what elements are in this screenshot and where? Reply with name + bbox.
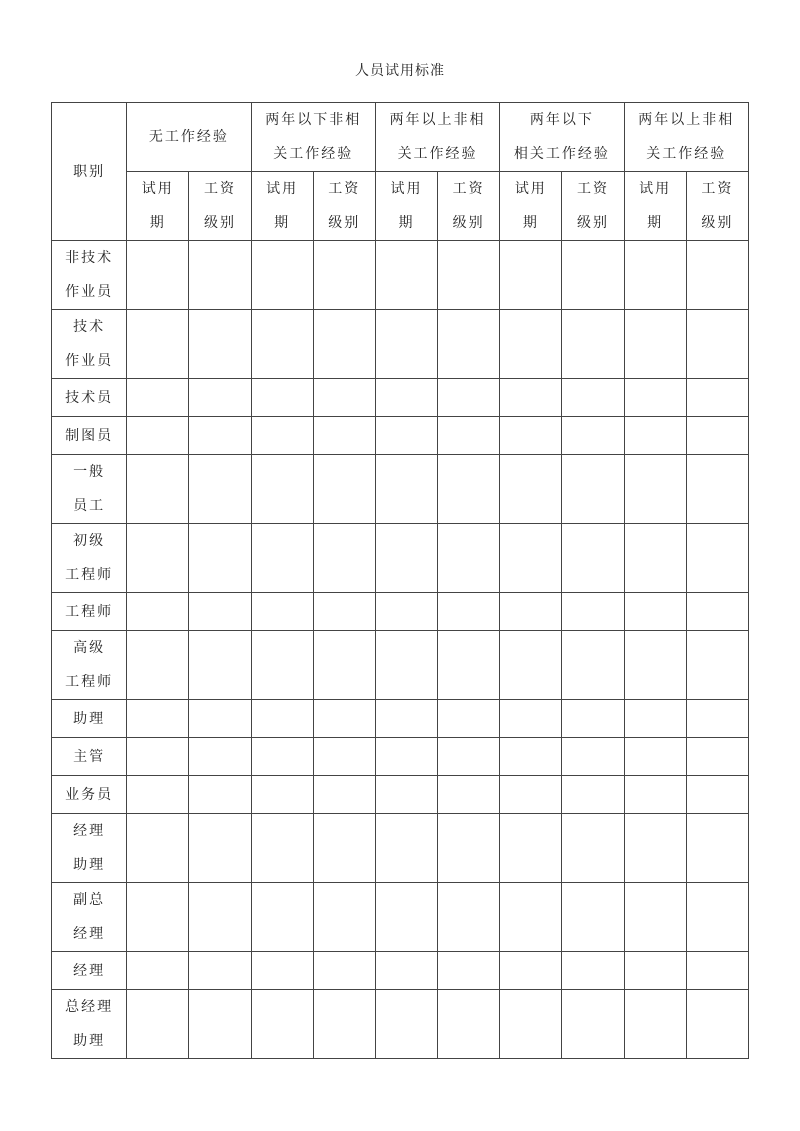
probation-cell xyxy=(251,241,313,310)
salary-grade-cell xyxy=(438,990,500,1059)
salary-grade-cell xyxy=(438,776,500,814)
salary-grade-cell xyxy=(313,379,375,417)
position-label-cell xyxy=(52,776,127,814)
probation-cell xyxy=(500,990,562,1059)
salary-grade-header: 工资 级别 xyxy=(313,172,375,241)
salary-grade-cell xyxy=(562,738,624,776)
probation-cell xyxy=(251,776,313,814)
salary-grade-cell xyxy=(562,241,624,310)
position-label-cell xyxy=(52,883,127,952)
probation-cell xyxy=(251,952,313,990)
probation-cell xyxy=(624,990,686,1059)
position-label: 主管 xyxy=(73,748,106,765)
salary-grade-cell xyxy=(562,417,624,455)
position-label: 业务员 xyxy=(65,786,114,803)
salary-grade-cell xyxy=(438,738,500,776)
probation-cell xyxy=(127,990,189,1059)
probation-cell xyxy=(127,455,189,524)
salary-grade-cell xyxy=(313,417,375,455)
probation-cell xyxy=(500,241,562,310)
salary-grade-cell xyxy=(313,241,375,310)
salary-grade-cell xyxy=(189,379,251,417)
position-label: 非技术 作业员 xyxy=(65,250,114,300)
salary-grade-cell xyxy=(562,524,624,593)
table-row xyxy=(52,883,749,952)
salary-grade-cell xyxy=(313,524,375,593)
position-label: 经理 助理 xyxy=(73,823,106,873)
probation-cell xyxy=(375,593,437,631)
position-label-cell xyxy=(52,631,127,700)
position-label-cell xyxy=(52,952,127,990)
probation-cell xyxy=(127,952,189,990)
probation-cell xyxy=(500,417,562,455)
probation-cell xyxy=(500,883,562,952)
salary-grade-cell xyxy=(313,738,375,776)
salary-grade-cell xyxy=(562,990,624,1059)
probation-cell xyxy=(251,631,313,700)
probation-cell xyxy=(251,593,313,631)
probation-cell xyxy=(375,379,437,417)
salary-grade-cell xyxy=(686,776,748,814)
salary-grade-cell xyxy=(189,990,251,1059)
probation-header: 试用 期 xyxy=(127,172,189,241)
salary-grade-cell xyxy=(189,814,251,883)
probation-cell xyxy=(624,379,686,417)
probation-cell xyxy=(375,883,437,952)
table-row xyxy=(52,379,749,417)
probation-cell xyxy=(500,738,562,776)
probation-cell xyxy=(624,417,686,455)
table-row xyxy=(52,241,749,310)
table-row xyxy=(52,310,749,379)
salary-grade-header: 工资 级别 xyxy=(686,172,748,241)
salary-grade-cell xyxy=(686,738,748,776)
salary-grade-cell xyxy=(189,241,251,310)
probation-cell xyxy=(375,814,437,883)
salary-grade-cell xyxy=(562,455,624,524)
probation-cell xyxy=(375,524,437,593)
table-row xyxy=(52,593,749,631)
position-label-cell xyxy=(52,241,127,310)
position-label: 经理 xyxy=(73,962,106,979)
probation-cell xyxy=(624,952,686,990)
salary-grade-cell xyxy=(438,593,500,631)
salary-grade-cell xyxy=(686,814,748,883)
salary-grade-cell xyxy=(189,883,251,952)
position-label: 技术 作业员 xyxy=(65,319,114,369)
probation-cell xyxy=(251,455,313,524)
salary-grade-cell xyxy=(686,952,748,990)
position-label: 一般 员工 xyxy=(73,464,106,514)
table-row xyxy=(52,814,749,883)
salary-grade-cell xyxy=(189,631,251,700)
position-label-cell xyxy=(52,814,127,883)
salary-grade-cell xyxy=(189,738,251,776)
position-label-cell xyxy=(52,379,127,417)
probation-cell xyxy=(251,524,313,593)
salary-grade-cell xyxy=(189,700,251,738)
position-label-cell xyxy=(52,700,127,738)
probation-header: 试用 期 xyxy=(375,172,437,241)
salary-grade-cell xyxy=(189,417,251,455)
probation-cell xyxy=(375,952,437,990)
probation-cell xyxy=(500,379,562,417)
probation-cell xyxy=(375,241,437,310)
salary-grade-cell xyxy=(686,631,748,700)
salary-grade-cell xyxy=(189,952,251,990)
salary-grade-cell xyxy=(438,631,500,700)
salary-grade-cell xyxy=(438,814,500,883)
probation-cell xyxy=(127,524,189,593)
probation-cell xyxy=(375,700,437,738)
header-row-groups xyxy=(52,103,749,172)
group-header: 两年以上非相 关工作经验 xyxy=(375,103,499,172)
probation-cell xyxy=(375,776,437,814)
probation-cell xyxy=(127,814,189,883)
salary-grade-cell xyxy=(686,883,748,952)
probation-cell xyxy=(251,310,313,379)
position-label-cell xyxy=(52,417,127,455)
probation-cell xyxy=(500,814,562,883)
salary-grade-cell xyxy=(686,990,748,1059)
salary-grade-cell xyxy=(686,417,748,455)
page-title: 人员试用标准 xyxy=(355,63,445,79)
probation-cell xyxy=(127,631,189,700)
probation-cell xyxy=(624,631,686,700)
salary-grade-cell xyxy=(686,379,748,417)
salary-grade-cell xyxy=(189,310,251,379)
probation-cell xyxy=(127,700,189,738)
probation-cell xyxy=(127,310,189,379)
probation-cell xyxy=(127,776,189,814)
salary-grade-cell xyxy=(438,524,500,593)
salary-grade-cell xyxy=(686,455,748,524)
salary-grade-cell xyxy=(189,776,251,814)
position-label: 高级 工程师 xyxy=(65,640,114,690)
probation-cell xyxy=(624,776,686,814)
salary-grade-cell xyxy=(438,417,500,455)
salary-grade-cell xyxy=(313,776,375,814)
salary-grade-cell xyxy=(562,814,624,883)
probation-cell xyxy=(127,379,189,417)
position-label: 制图员 xyxy=(65,427,114,444)
probation-header: 试用 期 xyxy=(500,172,562,241)
probation-cell xyxy=(624,593,686,631)
probation-cell xyxy=(624,883,686,952)
salary-grade-cell xyxy=(686,310,748,379)
probation-cell xyxy=(127,883,189,952)
table-row xyxy=(52,455,749,524)
salary-grade-cell xyxy=(438,379,500,417)
salary-grade-cell xyxy=(313,700,375,738)
position-label: 初级 工程师 xyxy=(65,533,114,583)
position-label: 技术员 xyxy=(65,389,114,406)
probation-cell xyxy=(375,455,437,524)
position-label-cell xyxy=(52,593,127,631)
position-label: 副总 经理 xyxy=(73,892,106,942)
probation-standards-table xyxy=(51,102,749,1059)
probation-cell xyxy=(251,738,313,776)
salary-grade-cell xyxy=(313,883,375,952)
salary-grade-header: 工资 级别 xyxy=(189,172,251,241)
salary-grade-cell xyxy=(686,593,748,631)
position-label-cell xyxy=(52,310,127,379)
table-row xyxy=(52,700,749,738)
table-row xyxy=(52,417,749,455)
salary-grade-header: 工资 级别 xyxy=(438,172,500,241)
group-header: 两年以上非相 关工作经验 xyxy=(624,103,748,172)
probation-cell xyxy=(251,417,313,455)
salary-grade-cell xyxy=(686,524,748,593)
position-label: 工程师 xyxy=(65,603,114,620)
salary-grade-cell xyxy=(438,310,500,379)
group-header: 无工作经验 xyxy=(127,103,251,172)
table-body xyxy=(52,241,749,1059)
salary-grade-cell xyxy=(562,952,624,990)
probation-cell xyxy=(500,524,562,593)
probation-cell xyxy=(375,990,437,1059)
table-row xyxy=(52,738,749,776)
salary-grade-cell xyxy=(313,455,375,524)
salary-grade-cell xyxy=(313,593,375,631)
salary-grade-cell xyxy=(562,776,624,814)
probation-header: 试用 期 xyxy=(251,172,313,241)
salary-grade-cell xyxy=(189,455,251,524)
probation-cell xyxy=(375,738,437,776)
salary-grade-cell xyxy=(438,241,500,310)
salary-grade-cell xyxy=(313,310,375,379)
salary-grade-cell xyxy=(562,883,624,952)
table-row xyxy=(52,776,749,814)
salary-grade-cell xyxy=(686,700,748,738)
probation-cell xyxy=(624,524,686,593)
table-row xyxy=(52,990,749,1059)
probation-cell xyxy=(500,455,562,524)
probation-cell xyxy=(127,417,189,455)
salary-grade-cell xyxy=(189,524,251,593)
salary-grade-header: 工资 级别 xyxy=(562,172,624,241)
probation-cell xyxy=(375,631,437,700)
probation-cell xyxy=(375,417,437,455)
probation-cell xyxy=(624,814,686,883)
salary-grade-cell xyxy=(438,700,500,738)
probation-cell xyxy=(251,883,313,952)
salary-grade-cell xyxy=(438,455,500,524)
probation-cell xyxy=(624,241,686,310)
probation-cell xyxy=(251,990,313,1059)
probation-cell xyxy=(251,700,313,738)
probation-cell xyxy=(251,814,313,883)
salary-grade-cell xyxy=(438,952,500,990)
table-row xyxy=(52,524,749,593)
group-header: 两年以下非相 关工作经验 xyxy=(251,103,375,172)
salary-grade-cell xyxy=(562,593,624,631)
probation-cell xyxy=(127,241,189,310)
position-label: 助理 xyxy=(73,710,106,727)
salary-grade-cell xyxy=(313,631,375,700)
header-row-sub xyxy=(52,172,749,241)
probation-cell xyxy=(624,455,686,524)
probation-cell xyxy=(127,593,189,631)
salary-grade-cell xyxy=(562,379,624,417)
salary-grade-cell xyxy=(313,814,375,883)
probation-cell xyxy=(251,379,313,417)
position-label-cell xyxy=(52,524,127,593)
salary-grade-cell xyxy=(562,631,624,700)
probation-cell xyxy=(624,310,686,379)
probation-cell xyxy=(500,631,562,700)
table-row xyxy=(52,631,749,700)
salary-grade-cell xyxy=(438,883,500,952)
salary-grade-cell xyxy=(686,241,748,310)
probation-header: 试用 期 xyxy=(624,172,686,241)
probation-cell xyxy=(624,700,686,738)
probation-cell xyxy=(500,310,562,379)
probation-cell xyxy=(127,738,189,776)
probation-cell xyxy=(500,952,562,990)
position-header: 职别 xyxy=(52,103,127,241)
salary-grade-cell xyxy=(562,700,624,738)
salary-grade-cell xyxy=(313,952,375,990)
position-label-cell xyxy=(52,990,127,1059)
probation-cell xyxy=(500,593,562,631)
probation-cell xyxy=(375,310,437,379)
salary-grade-cell xyxy=(313,990,375,1059)
position-label-cell xyxy=(52,738,127,776)
table-row xyxy=(52,952,749,990)
probation-cell xyxy=(500,776,562,814)
probation-cell xyxy=(624,738,686,776)
group-header: 两年以下 相关工作经验 xyxy=(500,103,624,172)
position-label: 总经理 助理 xyxy=(65,999,114,1049)
salary-grade-cell xyxy=(562,310,624,379)
probation-cell xyxy=(500,700,562,738)
position-label-cell xyxy=(52,455,127,524)
salary-grade-cell xyxy=(189,593,251,631)
